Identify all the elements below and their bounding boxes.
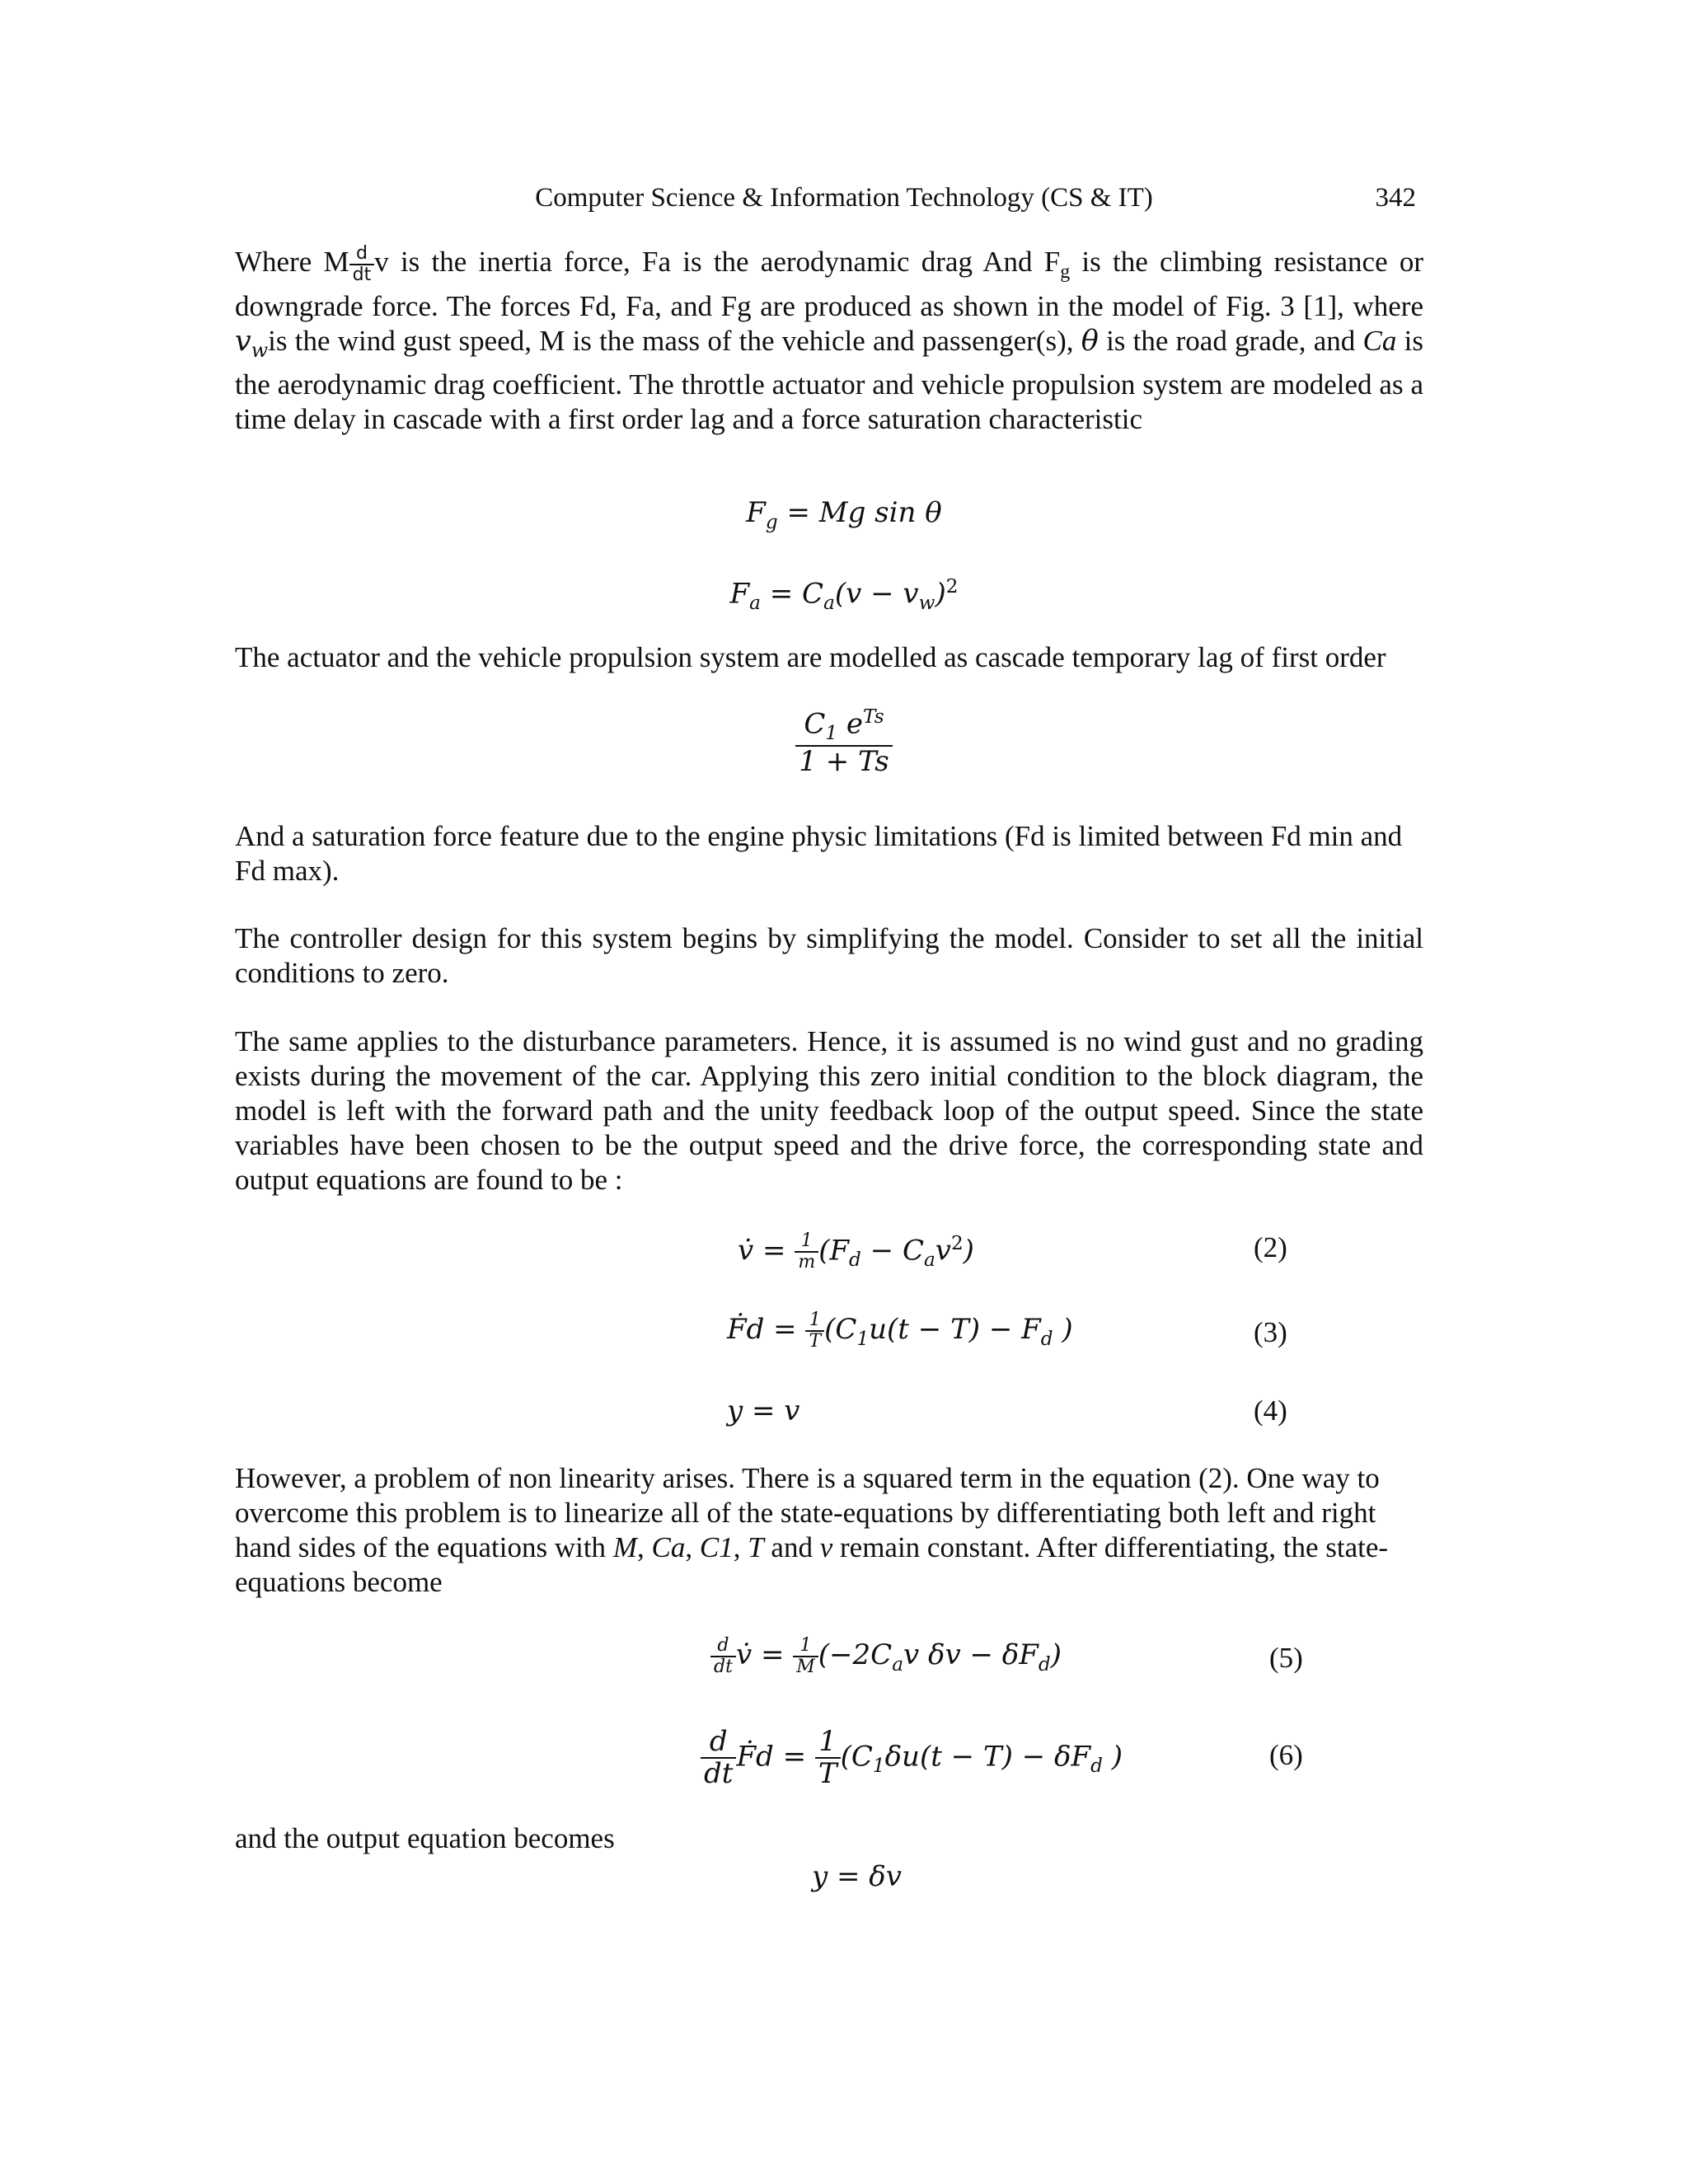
equation-fa: $F_a = C_a(v - v_w)^2$ (729, 576, 959, 615)
equation-output: y = δv (812, 1860, 902, 1893)
equation-4: y = v (727, 1394, 800, 1427)
transfer-function-fraction: $\frac{C_1 e^{Ts}}{1 + Ts}$ (795, 707, 892, 777)
inline-fraction-d-dt: $\frac{d}{dt}$ (349, 244, 375, 285)
paragraph-actuator: The actuator and the vehicle propulsion system are modelled as cascade temporary lag of first order (235, 641, 1386, 673)
equation-5: $\frac{d}{dt}$ v̇ = $\frac{1}{M}$ ($-2C_av$ $\delta v - \delta F_d$) (710, 1636, 1062, 1683)
equation-number-2: (2) (1254, 1231, 1287, 1263)
page-number: 342 (1375, 183, 1416, 213)
running-title: Computer Science & Information Technology (CS & IT) (535, 183, 1153, 213)
page-header (0, 183, 1688, 219)
paragraph-saturation: And a saturation force feature due to the engine physic limitations (Fd is limited between Fd min and Fd max). (235, 820, 1403, 887)
equation-number-3: (3) (1254, 1316, 1287, 1348)
equation-number-4: (4) (1254, 1394, 1287, 1427)
equation-number-5: (5) (1269, 1642, 1303, 1674)
paragraph-disturbance: The same applies to the disturbance parameters. Hence, it is assumed is no wind gust and no grading exists during the movement of the car. Applying this zero initial condition to the block diagram, the model is left with the forward path and the unity feedback loop of the output speed. Since the state variables have been chosen to be the output speed and the drive force, the corresponding state and output equations are found to be : (235, 1025, 1423, 1196)
paragraph-output-equation: and the output equation becomes (235, 1822, 615, 1854)
equation-6: $\frac{d}{dt}$ Ḟd = $\frac{1}{T}$ ($C_1\delta u(t - T) - \delta F_d$ ) (701, 1727, 1123, 1790)
equation-fg: $F_g = Mg$ sin θ (746, 496, 942, 533)
equation-2: v̇ = $\frac{1}{m}$ $(F_d - C_av^2)$ (738, 1230, 974, 1273)
equation-transfer-function (0, 707, 1688, 777)
paragraph-nonlinearity: However, a problem of non linearity arises. There is a squared term in the equation (2). One way to overcome this problem is to linearize all of the state-equations by differentiating both left and right hand sides of the equations with M, Ca, C1, T and v remain constant. After differentiating, the state-equations become (235, 1462, 1389, 1598)
paragraph-controller-design: The controller design for this system begins by simplifying the model. Consider to set all the initial conditions to zero. (235, 922, 1423, 989)
equation-3: Ḟd = $\frac{1}{T}$ ($C_1u(t - T) - F_d$ ) (727, 1310, 1073, 1352)
paragraph-forces: Where M $\frac{d}{dt}$ v is the inertia force, Fa is the aerodynamic drag And $F_g$ is the climbing resistance or downgrade force. The forces Fd, Fa, and Fg are produced as shown in the model of Fig. 3 [1], where $v_wis$ the wind gust speed, M is the mass of the vehicle and passenger(s), θ is the road grade, and Ca is the aerodynamic drag coefficient. The throttle actuator and vehicle propulsion system are modeled as a time delay in cascade with a first order lag and a force saturation characteristic (235, 243, 1423, 436)
equation-number-6: (6) (1269, 1739, 1303, 1771)
